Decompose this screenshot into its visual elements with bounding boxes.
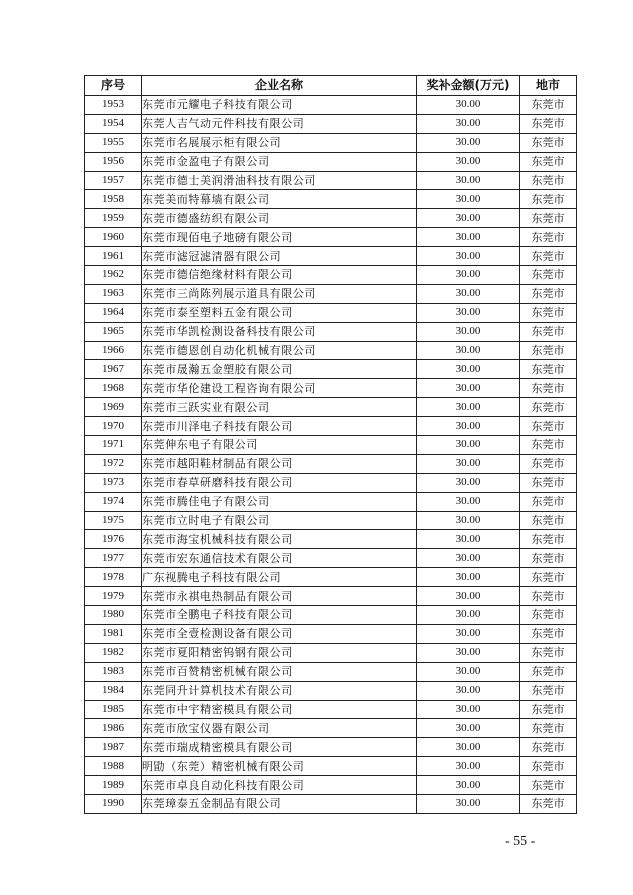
table-row [85,492,577,511]
table-row [85,624,577,643]
company-name-cell: 东莞市宏东通信技术有限公司 [142,549,417,568]
award-amount-cell: 30.00 [417,776,520,795]
serial-number-cell: 1961 [85,247,142,266]
serial-number-cell: 1987 [85,738,142,757]
city-cell: 东莞市 [520,606,577,625]
table-row [85,662,577,681]
serial-number-cell: 1971 [85,436,142,455]
serial-number-cell: 1979 [85,587,142,606]
award-amount-cell: 30.00 [417,171,520,190]
city-cell: 东莞市 [520,417,577,436]
company-name-cell: 东莞市金盈电子有限公司 [142,152,417,171]
table-row [85,643,577,662]
city-cell: 东莞市 [520,643,577,662]
table-row [85,436,577,455]
company-name-cell: 东莞市卓良自动化科技有限公司 [142,776,417,795]
city-cell: 东莞市 [520,738,577,757]
award-amount-cell: 30.00 [417,228,520,247]
serial-number-cell: 1960 [85,228,142,247]
serial-number-cell: 1983 [85,662,142,681]
company-name-cell: 东莞市德盛纺织有限公司 [142,209,417,228]
serial-number-cell: 1981 [85,624,142,643]
company-name-cell: 东莞市华伦建设工程咨询有限公司 [142,379,417,398]
company-name-cell: 东莞市海宝机械科技有限公司 [142,530,417,549]
company-name-cell: 东莞市名展展示柜有限公司 [142,133,417,152]
company-name-cell: 东莞市越阳鞋材制品有限公司 [142,454,417,473]
company-name-cell: 东莞市三尚陈列展示道具有限公司 [142,284,417,303]
award-amount-cell: 30.00 [417,284,520,303]
table-row [85,284,577,303]
table-row [85,549,577,568]
company-name-cell: 东莞市欣宝仪器有限公司 [142,719,417,738]
company-name-cell: 东莞美而特幕墙有限公司 [142,190,417,209]
table-row [85,568,577,587]
city-cell: 东莞市 [520,322,577,341]
table-row [85,322,577,341]
serial-number-cell: 1970 [85,417,142,436]
table-row [85,96,577,115]
award-amount-cell: 30.00 [417,587,520,606]
serial-number-cell: 1966 [85,341,142,360]
table-row [85,511,577,530]
header-company-name: 企业名称 [142,76,417,96]
city-cell: 东莞市 [520,303,577,322]
company-name-cell: 东莞市川泽电子科技有限公司 [142,417,417,436]
company-name-cell: 东莞市中宇精密模具有限公司 [142,700,417,719]
city-cell: 东莞市 [520,436,577,455]
award-amount-cell: 30.00 [417,247,520,266]
serial-number-cell: 1984 [85,681,142,700]
award-amount-cell: 30.00 [417,794,520,813]
serial-number-cell: 1962 [85,266,142,285]
city-cell: 东莞市 [520,96,577,115]
award-amount-cell: 30.00 [417,606,520,625]
award-amount-cell: 30.00 [417,114,520,133]
serial-number-cell: 1975 [85,511,142,530]
city-cell: 东莞市 [520,757,577,776]
serial-number-cell: 1976 [85,530,142,549]
award-amount-cell: 30.00 [417,454,520,473]
company-name-cell: 东莞市全鹏电子科技有限公司 [142,606,417,625]
table-row [85,606,577,625]
serial-number-cell: 1978 [85,568,142,587]
city-cell: 东莞市 [520,624,577,643]
serial-number-cell: 1967 [85,360,142,379]
table-row [85,209,577,228]
serial-number-cell: 1969 [85,398,142,417]
city-cell: 东莞市 [520,794,577,813]
header-city: 地市 [520,76,577,96]
company-name-cell: 东莞伸东电子有限公司 [142,436,417,455]
table-row [85,473,577,492]
table-row [85,587,577,606]
company-name-cell: 东莞市华凯检测设备科技有限公司 [142,322,417,341]
award-amount-cell: 30.00 [417,322,520,341]
serial-number-cell: 1988 [85,757,142,776]
award-amount-cell: 30.00 [417,303,520,322]
award-amount-cell: 30.00 [417,360,520,379]
city-cell: 东莞市 [520,284,577,303]
table-row [85,454,577,473]
company-name-cell: 东莞市滤冠滤清器有限公司 [142,247,417,266]
table-row [85,341,577,360]
table-row [85,794,577,813]
city-cell: 东莞市 [520,247,577,266]
company-name-cell: 明勖（东莞）精密机械有限公司 [142,757,417,776]
serial-number-cell: 1963 [85,284,142,303]
company-name-cell: 东莞市全壹检测设备有限公司 [142,624,417,643]
table-header-row [85,76,577,96]
serial-number-cell: 1958 [85,190,142,209]
award-amount-cell: 30.00 [417,209,520,228]
company-name-cell: 东莞市德恩创自动化机械有限公司 [142,341,417,360]
city-cell: 东莞市 [520,568,577,587]
company-name-cell: 东莞市三跃实业有限公司 [142,398,417,417]
table-row [85,700,577,719]
serial-number-cell: 1973 [85,473,142,492]
award-amount-cell: 30.00 [417,133,520,152]
serial-number-cell: 1977 [85,549,142,568]
serial-number-cell: 1959 [85,209,142,228]
award-amount-cell: 30.00 [417,568,520,587]
serial-number-cell: 1953 [85,96,142,115]
award-amount-cell: 30.00 [417,379,520,398]
city-cell: 东莞市 [520,549,577,568]
award-amount-cell: 30.00 [417,738,520,757]
company-name-cell: 东莞市德信绝缘材料有限公司 [142,266,417,285]
award-amount-cell: 30.00 [417,398,520,417]
city-cell: 东莞市 [520,360,577,379]
award-amount-cell: 30.00 [417,341,520,360]
city-cell: 东莞市 [520,228,577,247]
table-row [85,776,577,795]
company-name-cell: 东莞市德士美润滑油科技有限公司 [142,171,417,190]
company-name-cell: 东莞市晟瀚五金塑胶有限公司 [142,360,417,379]
serial-number-cell: 1954 [85,114,142,133]
city-cell: 东莞市 [520,511,577,530]
city-cell: 东莞市 [520,152,577,171]
company-name-cell: 东莞璋泰五金制品有限公司 [142,794,417,813]
city-cell: 东莞市 [520,719,577,738]
serial-number-cell: 1956 [85,152,142,171]
city-cell: 东莞市 [520,776,577,795]
company-name-cell: 东莞市元耀电子科技有限公司 [142,96,417,115]
city-cell: 东莞市 [520,454,577,473]
company-name-cell: 东莞市瑞成精密模具有限公司 [142,738,417,757]
award-amount-cell: 30.00 [417,719,520,738]
city-cell: 东莞市 [520,492,577,511]
table-row [85,114,577,133]
city-cell: 东莞市 [520,209,577,228]
award-table [84,75,577,814]
city-cell: 东莞市 [520,398,577,417]
serial-number-cell: 1989 [85,776,142,795]
table-row [85,719,577,738]
serial-number-cell: 1965 [85,322,142,341]
award-amount-cell: 30.00 [417,473,520,492]
award-amount-cell: 30.00 [417,492,520,511]
serial-number-cell: 1968 [85,379,142,398]
serial-number-cell: 1980 [85,606,142,625]
table-row [85,171,577,190]
table-row [85,417,577,436]
city-cell: 东莞市 [520,266,577,285]
city-cell: 东莞市 [520,587,577,606]
serial-number-cell: 1982 [85,643,142,662]
table-row [85,303,577,322]
serial-number-cell: 1985 [85,700,142,719]
award-amount-cell: 30.00 [417,96,520,115]
company-name-cell: 东莞人吉气动元件科技有限公司 [142,114,417,133]
award-amount-cell: 30.00 [417,436,520,455]
table-row [85,190,577,209]
award-amount-cell: 30.00 [417,266,520,285]
award-amount-cell: 30.00 [417,681,520,700]
award-amount-cell: 30.00 [417,549,520,568]
table-row [85,738,577,757]
award-amount-cell: 30.00 [417,417,520,436]
serial-number-cell: 1986 [85,719,142,738]
company-name-cell: 广东视腾电子科技有限公司 [142,568,417,587]
serial-number-cell: 1974 [85,492,142,511]
table-row [85,247,577,266]
award-amount-cell: 30.00 [417,757,520,776]
company-name-cell: 东莞同升计算机技术有限公司 [142,681,417,700]
table-row [85,360,577,379]
company-name-cell: 东莞市春草研磨科技有限公司 [142,473,417,492]
table-row [85,266,577,285]
award-amount-cell: 30.00 [417,643,520,662]
company-name-cell: 东莞市泰至塑料五金有限公司 [142,303,417,322]
city-cell: 东莞市 [520,379,577,398]
city-cell: 东莞市 [520,171,577,190]
city-cell: 东莞市 [520,700,577,719]
award-amount-cell: 30.00 [417,530,520,549]
company-name-cell: 东莞市现佰电子地磅有限公司 [142,228,417,247]
serial-number-cell: 1990 [85,794,142,813]
award-amount-cell: 30.00 [417,624,520,643]
award-amount-cell: 30.00 [417,662,520,681]
page-number: - 55 - [505,834,536,849]
serial-number-cell: 1964 [85,303,142,322]
company-name-cell: 东莞市立时电子有限公司 [142,511,417,530]
city-cell: 东莞市 [520,530,577,549]
city-cell: 东莞市 [520,190,577,209]
header-serial-number: 序号 [85,76,142,96]
table-row [85,379,577,398]
table-body [85,96,577,814]
serial-number-cell: 1957 [85,171,142,190]
serial-number-cell: 1955 [85,133,142,152]
header-award-amount: 奖补金额(万元) [417,76,520,96]
city-cell: 东莞市 [520,681,577,700]
table-row [85,133,577,152]
city-cell: 东莞市 [520,114,577,133]
city-cell: 东莞市 [520,473,577,492]
table-row [85,530,577,549]
table-row [85,228,577,247]
city-cell: 东莞市 [520,133,577,152]
award-amount-cell: 30.00 [417,511,520,530]
award-amount-cell: 30.00 [417,700,520,719]
serial-number-cell: 1972 [85,454,142,473]
table-row [85,757,577,776]
city-cell: 东莞市 [520,341,577,360]
company-name-cell: 东莞市百赞精密机械有限公司 [142,662,417,681]
award-amount-cell: 30.00 [417,190,520,209]
company-name-cell: 东莞市永祺电热制品有限公司 [142,587,417,606]
company-name-cell: 东莞市腾佳电子有限公司 [142,492,417,511]
company-name-cell: 东莞市夏阳精密钨钢有限公司 [142,643,417,662]
award-amount-cell: 30.00 [417,152,520,171]
city-cell: 东莞市 [520,662,577,681]
table-row [85,398,577,417]
table-row [85,152,577,171]
table-row [85,681,577,700]
